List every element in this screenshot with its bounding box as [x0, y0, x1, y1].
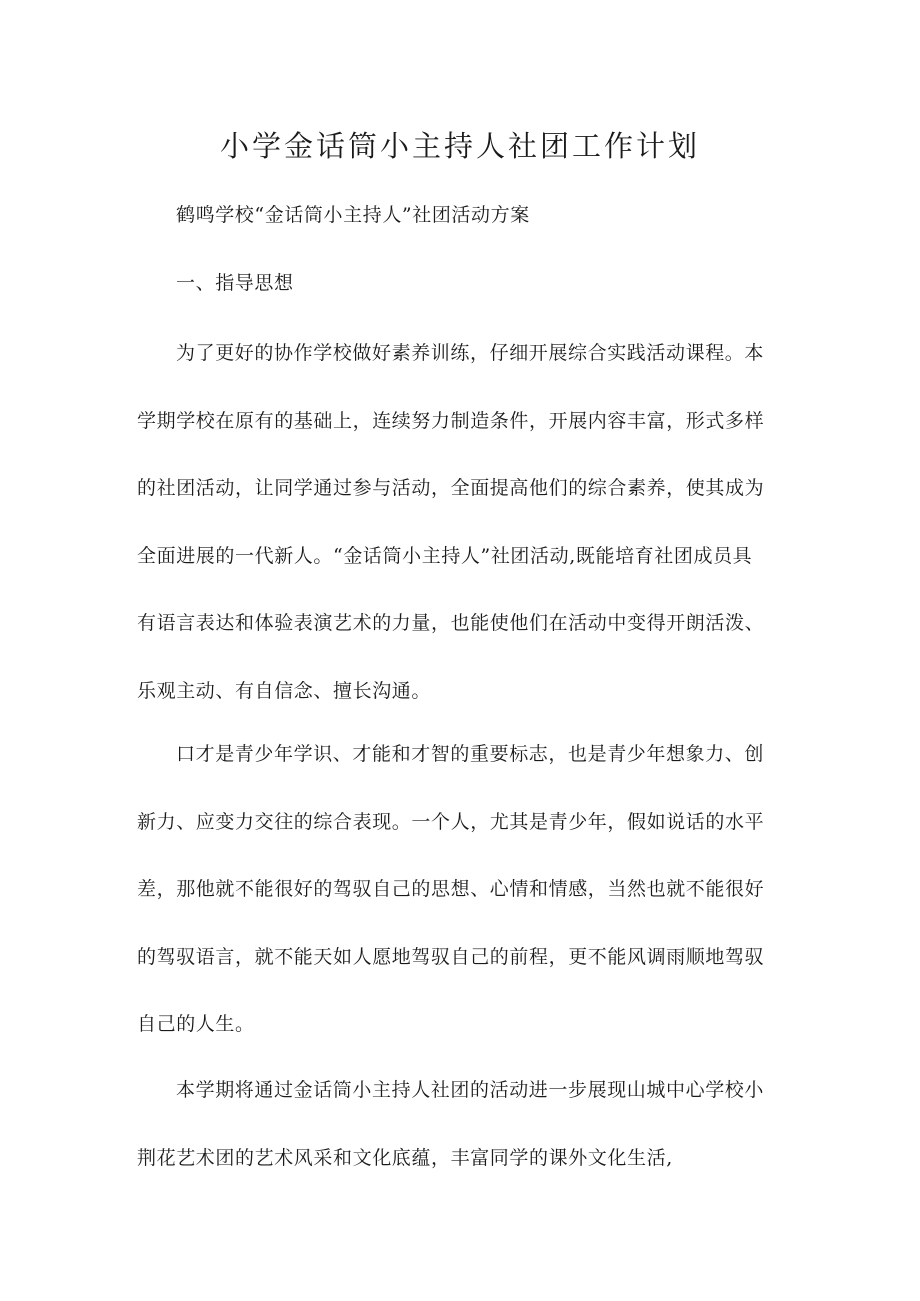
- paragraph-1: [137, 340, 787, 745]
- paragraph-line: 新力、应变力交往的综合表现。一个人，尤其是青少年，假如说话的水平: [137, 810, 765, 833]
- document-title: 小学金话筒小主持人社团工作计划: [219, 129, 700, 163]
- paragraph-line: 自己的人生。: [137, 1013, 255, 1035]
- paragraph-2: [137, 741, 787, 1079]
- paragraph-line: 口才是青少年学识、才能和才智的重要标志，也是青少年想象力、创: [176, 743, 765, 765]
- paragraph-line: 的社团活动，让同学通过参与活动，全面提高他们的综合素养，使其成为: [137, 477, 765, 499]
- paragraph-line: 全面进展的一代新人。“金话筒小主持人”社团活动,既能培育社团成员具: [137, 544, 753, 567]
- paragraph-line: 本学期将通过金话筒小主持人社团的活动进一步展现山城中心学校小: [176, 1079, 765, 1101]
- paragraph-line: 的驾驭语言，就不能天如人愿地驾驭自己的前程，更不能风调雨顺地驾驭: [137, 945, 765, 968]
- paragraph-line: 为了更好的协作学校做好素养训练，仔细开展综合实践活动课程。本: [176, 342, 765, 364]
- paragraph-line: 学期学校在原有的基础上，连续努力制造条件，开展内容丰富，形式多样: [137, 409, 765, 432]
- paragraph-line: 有语言表达和体验表演艺术的力量，也能使他们在活动中变得开朗活泼、: [137, 612, 765, 634]
- section-heading: 一、指导思想: [176, 272, 294, 294]
- paragraph-line: 乐观主动、有自信念、擅长沟通。: [137, 679, 432, 702]
- document-subtitle: 鹤鸣学校“金话筒小主持人”社团活动方案: [176, 204, 530, 226]
- paragraph-line: 差，那他就不能很好的驾驭自己的思想、心情和情感，当然也就不能很好: [137, 878, 765, 900]
- paragraph-line: 荆花艺术团的艺术风采和文化底蕴，丰富同学的课外文化生活,: [137, 1146, 673, 1169]
- paragraph-3: [137, 1077, 787, 1212]
